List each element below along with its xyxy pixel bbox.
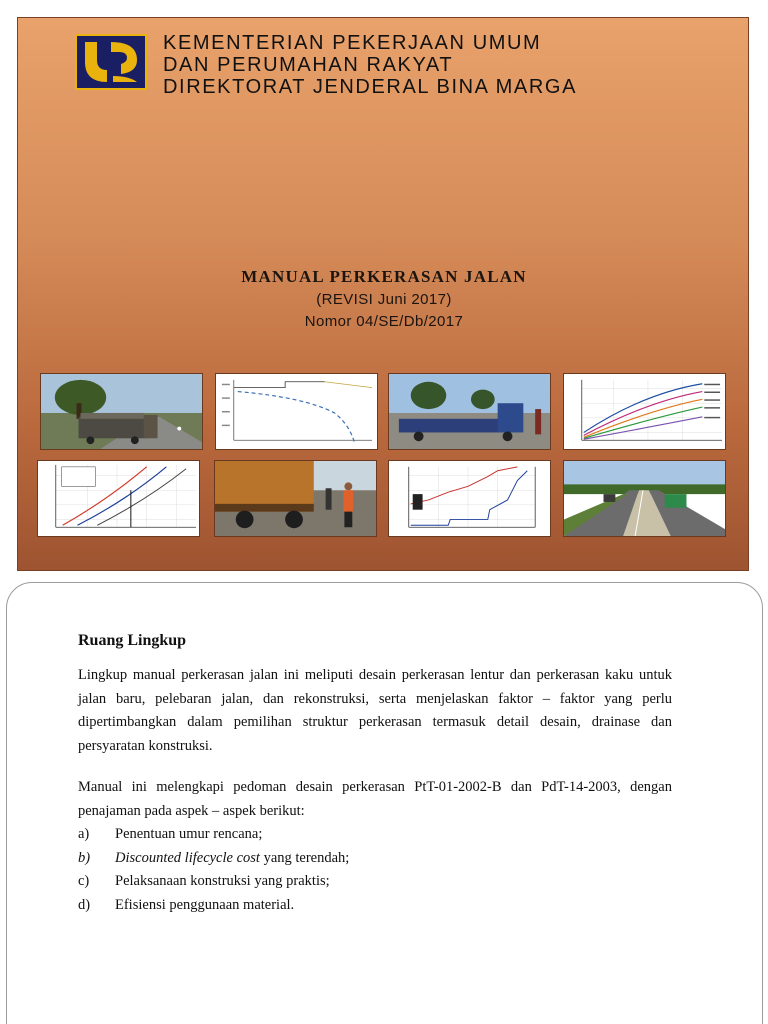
list-text: Pelaksanaan konstruksi yang praktis; [115,873,330,889]
list-text: Penentuan umur rencana; [115,826,263,842]
ministry-line: DIREKTORAT JENDERAL BINA MARGA [163,76,578,98]
list-text-rest: yang terendah; [259,849,350,866]
list-marker: d) [78,896,91,913]
ministry-logo [75,34,147,90]
thumbnail-dashed-curve-chart [215,373,378,450]
document-number: Nomor 04/SE/Db/2017 [304,313,464,330]
thumbnail-testing-equipment-photo [388,373,551,450]
aspect-list [78,823,672,917]
list-marker: a) [78,826,90,842]
scope-paragraph: Lingkup manual perkerasan jalan ini meliputi desain perkerasan lentur dan perkerasan kaku untuk jalan baru, pelebaran jalan, dan rekonstruksi, serta menjelaskan faktor – faktor yang perlu dipertimbangkan dalam pemilihan struktur perkerasan termasuk detail desain, drainase dan persyaratan konstruksi. [78,667,672,754]
list-item [78,847,672,871]
list-text [115,847,349,871]
document-revision: (REVISI Juni 2017) [316,291,452,308]
supplement-paragraph: Manual ini melengkapi pedoman desain perkerasan PtT-01-2002-B dan PdT-14-2003, dengan penajaman pada aspek – aspek berikut: [78,779,672,819]
document-title: MANUAL PERKERASAN JALAN [241,267,527,286]
pu-logo-icon [77,36,145,88]
thumbnail-red-blue-curves-chart [37,460,200,537]
document-cover [17,17,749,571]
list-marker: c) [78,873,90,889]
thumbnail-colored-curves-chart [563,373,726,450]
thumbnail-truck-workers-photo [214,460,377,537]
thumbnail-truck-photo [40,373,203,450]
list-text-italic: Discounted lifecycle cost [115,849,260,866]
ministry-line: DAN PERUMAHAN RAKYAT [163,54,454,76]
list-item [78,894,672,918]
thumbnail-highway-photo [563,460,726,537]
list-marker: b) [78,849,91,866]
ministry-name [163,32,723,98]
list-text: Efisiensi penggunaan material. [115,896,295,913]
thumbnail-step-lines-chart [388,460,551,537]
list-item [78,823,672,847]
list-item [78,870,672,894]
ministry-line: KEMENTERIAN PEKERJAAN UMUM [163,32,542,54]
section-heading: Ruang Lingkup [78,632,187,649]
